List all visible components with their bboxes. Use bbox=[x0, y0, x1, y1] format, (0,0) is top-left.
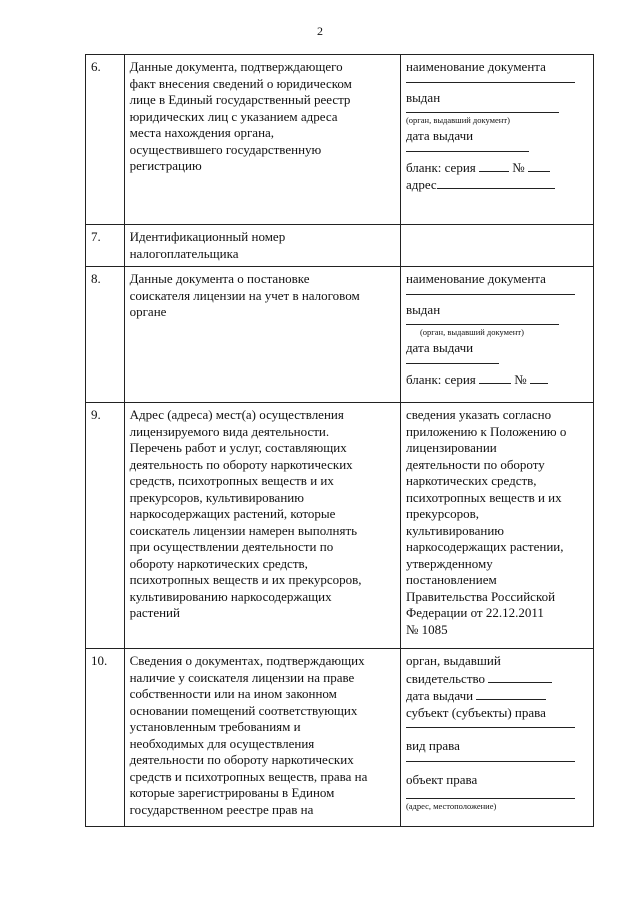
form-series-line bbox=[406, 371, 589, 389]
desc-line: наркосодержащих растений, которые bbox=[129, 506, 336, 521]
row-fill-field bbox=[400, 55, 593, 225]
object-blank[interactable] bbox=[406, 788, 575, 799]
desc-line: психотропных веществ и их прекурсоров, bbox=[129, 572, 362, 587]
license-application-form-table bbox=[85, 54, 594, 827]
address-blank[interactable] bbox=[437, 176, 555, 189]
row-description bbox=[124, 225, 400, 267]
row-number: 6. bbox=[86, 55, 125, 225]
desc-line: растений bbox=[129, 605, 180, 620]
table-row-8 bbox=[86, 267, 594, 403]
issued-label: выдан bbox=[405, 89, 441, 105]
form-series-label: бланк: серия bbox=[405, 159, 476, 175]
table-row-9 bbox=[86, 403, 594, 649]
row-number: 8. bbox=[86, 267, 125, 403]
fill-line: наркосодержащих растении, bbox=[405, 539, 564, 554]
row-number: 10. bbox=[86, 649, 125, 827]
form-number-blank[interactable] bbox=[530, 371, 548, 384]
desc-line: при осуществлении деятельности по bbox=[129, 539, 334, 554]
certificate-label: свидетельство bbox=[405, 670, 486, 686]
row-fill-field[interactable] bbox=[400, 225, 593, 267]
object-label: объект права bbox=[405, 771, 478, 787]
subject-label: субъект (субъекты) права bbox=[405, 704, 546, 720]
issue-date-label: дата выдачи bbox=[405, 340, 474, 355]
desc-line: органе bbox=[129, 304, 167, 319]
desc-line: деятельности по обороту наркотических bbox=[129, 752, 354, 767]
desc-line: Перечень работ и услуг, составляющих bbox=[129, 440, 347, 455]
fill-line: сведения указать согласно bbox=[405, 407, 552, 422]
desc-line: наличие у соискателя лицензии на праве bbox=[129, 669, 355, 685]
doc-name-label: наименование документа bbox=[405, 271, 546, 286]
desc-line: соискателя лицензии на учет в налоговом bbox=[129, 287, 360, 303]
issued-blank[interactable] bbox=[406, 106, 559, 113]
right-type-blank[interactable] bbox=[406, 755, 575, 762]
form-series-label: бланк: серия bbox=[405, 371, 476, 387]
form-series-line bbox=[406, 159, 589, 177]
row-description bbox=[124, 403, 400, 649]
fill-line: наркотических средств, bbox=[405, 473, 537, 488]
fill-line: № 1085 bbox=[405, 621, 448, 637]
desc-line: установленным требованиям и bbox=[129, 719, 301, 734]
subject-blank[interactable] bbox=[406, 721, 575, 728]
desc-line: лице в Единый государственный реестр bbox=[129, 92, 351, 107]
issued-blank[interactable] bbox=[406, 318, 559, 325]
doc-name-label: наименование документа bbox=[405, 59, 546, 74]
desc-line: соискатель лицензии намерен выполнять bbox=[129, 522, 358, 538]
fill-line: приложению к Положению о bbox=[405, 423, 567, 439]
issuer-hint: (орган, выдавший документ) bbox=[419, 327, 524, 337]
fill-line: психотропных веществ и их bbox=[405, 489, 562, 505]
issuer-hint: (орган, выдавший документ) bbox=[405, 115, 510, 125]
row-description bbox=[124, 649, 400, 827]
desc-line: регистрацию bbox=[129, 158, 202, 173]
form-number-blank[interactable] bbox=[528, 159, 550, 172]
row-number: 9. bbox=[86, 403, 125, 649]
address-label: адрес bbox=[405, 177, 437, 192]
table-row-6 bbox=[86, 55, 594, 225]
certificate-blank[interactable] bbox=[488, 670, 552, 683]
row-fill-field bbox=[400, 267, 593, 403]
address-hint: (адрес, местоположение) bbox=[405, 801, 497, 811]
desc-line: Данные документа о постановке bbox=[129, 271, 310, 286]
fill-line: деятельности по обороту bbox=[405, 456, 545, 472]
fill-line: постановлением bbox=[405, 572, 497, 587]
desc-line: необходимых для осуществления bbox=[129, 735, 315, 751]
desc-line: юридических лиц с указанием адреса bbox=[129, 108, 338, 124]
desc-line: места нахождения органа, bbox=[129, 125, 275, 140]
desc-line: деятельность по обороту наркотических bbox=[129, 456, 353, 472]
table-row-7 bbox=[86, 225, 594, 267]
row-fill-field bbox=[400, 403, 593, 649]
number-sign: № bbox=[512, 159, 525, 175]
form-series-blank[interactable] bbox=[479, 159, 509, 172]
fill-line: Федерации от 22.12.2011 bbox=[405, 605, 544, 620]
desc-line: факт внесения сведений о юридическом bbox=[129, 75, 352, 91]
doc-name-blank[interactable] bbox=[406, 288, 575, 295]
address-line bbox=[406, 176, 589, 194]
desc-line: обороту наркотических средств, bbox=[129, 555, 308, 571]
fill-line: Правительства Российской bbox=[405, 588, 556, 604]
desc-line: лицензируемого вида деятельности. bbox=[129, 423, 330, 439]
issue-date-blank[interactable] bbox=[406, 357, 499, 364]
doc-name-blank[interactable] bbox=[406, 76, 575, 83]
row-description bbox=[124, 267, 400, 403]
desc-line: Идентификационный номер bbox=[129, 229, 286, 244]
row-fill-field bbox=[400, 649, 593, 827]
row-description bbox=[124, 55, 400, 225]
desc-line: Данные документа, подтверждающего bbox=[129, 59, 343, 74]
fill-line: утвержденному bbox=[405, 555, 493, 571]
desc-line: культивированию наркосодержащих bbox=[129, 588, 332, 604]
form-series-blank[interactable] bbox=[479, 371, 511, 384]
desc-line: которые зарегистрированы в Едином bbox=[129, 785, 335, 800]
desc-line: Адрес (адреса) мест(а) осуществления bbox=[129, 407, 344, 422]
issue-date-label: дата выдачи bbox=[405, 688, 474, 703]
issuer-label: орган, выдавший bbox=[405, 653, 501, 668]
fill-line: прекурсоров, bbox=[405, 506, 479, 521]
issue-date-blank[interactable] bbox=[406, 145, 529, 152]
row-number: 7. bbox=[86, 225, 125, 267]
desc-line: собственности или на ином законном bbox=[129, 686, 337, 701]
issue-date-line bbox=[406, 687, 589, 705]
page-number: 2 bbox=[317, 24, 323, 38]
fill-line: лицензировании bbox=[405, 440, 497, 455]
fill-line: культивированию bbox=[405, 522, 505, 538]
table-row-10 bbox=[86, 649, 594, 827]
desc-line: прекурсоров, культивированию bbox=[129, 489, 304, 505]
desc-line: основании помещений соответствующих bbox=[129, 702, 358, 718]
desc-line: средств и психотропных веществ, права на bbox=[129, 768, 368, 784]
desc-line: налогоплательщика bbox=[129, 245, 239, 261]
desc-line: государственном реестре прав на bbox=[129, 801, 314, 817]
right-type-label: вид права bbox=[405, 738, 460, 753]
issued-label: выдан bbox=[405, 301, 441, 317]
desc-line: средств, психотропных веществ и их bbox=[129, 473, 334, 488]
number-sign: № bbox=[514, 371, 527, 387]
issue-date-blank[interactable] bbox=[476, 687, 546, 700]
desc-line: Сведения о документах, подтверждающих bbox=[129, 653, 365, 668]
issue-date-label: дата выдачи bbox=[405, 128, 474, 143]
certificate-line bbox=[406, 670, 589, 688]
desc-line: осуществившего государственную bbox=[129, 141, 322, 157]
